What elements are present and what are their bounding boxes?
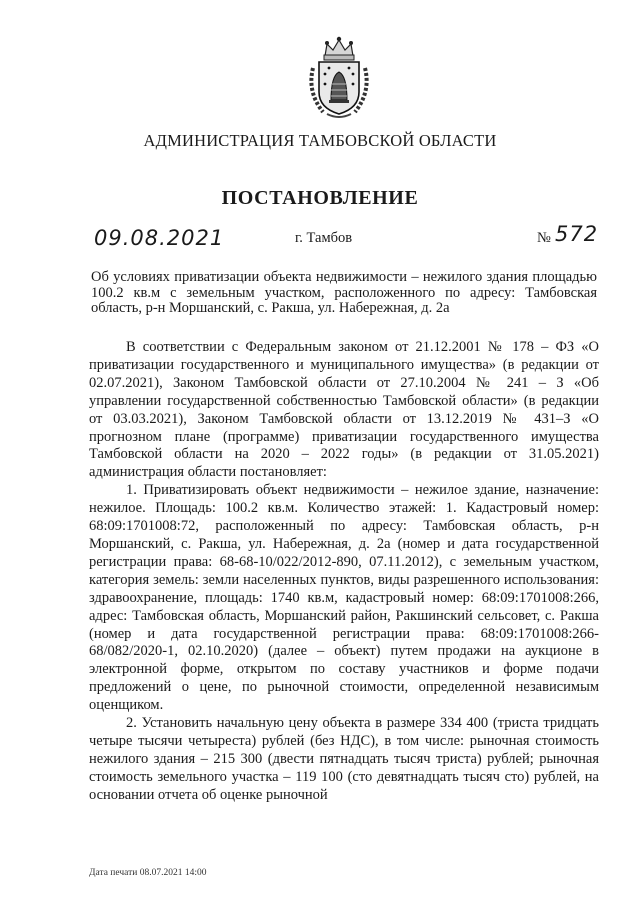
agency-name: АДМИНИСТРАЦИЯ ТАМБОВСКОЙ ОБЛАСТИ: [143, 131, 497, 150]
print-date-footer: Дата печати 08.07.2021 14:00: [89, 868, 207, 878]
document-city: г. Тамбов: [295, 230, 353, 246]
document-body: [89, 339, 599, 805]
number-sign: №: [537, 230, 551, 246]
document-title: ПОСТАНОВЛЕНИЕ: [221, 187, 419, 209]
document-subject: Об условиях приватизации объекта недвижимости – нежилого здания площадью 100.2 кв.м с земельным участком, расположенного по адресу: Тамбовская область, р-н Моршанский, с. Ракша, ул. Набережная, д. 2а: [91, 269, 597, 316]
clause-1-paragraph: 1. Приватизировать объект недвижимости – нежилое здание, назначение: нежилое. Площадь: 100.2 кв.м. Количество этажей: 1. Кадастровый номер: 68:09:1701008:72, расположенный по адресу: Тамбовская область, р-н Моршанский, с. Ракша, ул. Набережная, д. 2а (номер и дата государственной регистрации права: 68-68-10/022/2012-890, 07.11.2012), с земельным участком, категория земель: земли населенных пунктов, виды разрешенного использования: здравоохранение, площадь: 1740 кв.м, кадастровый номер: 68:09:1701008:266, адрес: Тамбовская область, Моршанский район, Ракшинский сельсовет, с. Ракша (номер и дата государственной регистрации права: 68:09:1701008:266-68/082/2020-1, 02.10.2020) (далее – объект) путем продажи на аукционе в электронной форме, открытом по составу участников и форме подачи предложений о цене, по рыночной стоимости, определенной независимым оценщиком.: [89, 482, 599, 714]
document-date: 09.08.2021: [94, 226, 225, 250]
document-number: 572: [555, 222, 599, 246]
preamble-paragraph: В соответствии с Федеральным законом от 21.12.2001 № 178 – ФЗ «О приватизации государственного и муниципального имущества» (в редакции от 02.07.2021), Законом Тамбовской области от 27.10.2004 № 241 – З «Об управлении государственной собственностью Тамбовской области» (в редакции от 03.03.2021), Законом Тамбовской области от 13.12.2019 № 431–З «О прогнозном плане (программе) приватизации государственного имущества Тамбовской области на 2020 – 2022 годы» (в редакции от 31.05.2021) администрация области постановляет:: [89, 339, 599, 481]
clause-2-paragraph: 2. Установить начальную цену объекта в размере 334 400 (триста тридцать четыре тысячи четыреста) рублей (без НДС), в том числе: рыночная стоимость нежилого здания – 215 300 (двести пятнадцать тысяч триста) рублей; рыночная стоимость земельного участка – 119 100 (сто девятнадцать тысяч сто) рублей, на основании отчета об оценке рыночной: [89, 715, 599, 803]
coat-of-arms-emblem: [305, 34, 373, 120]
